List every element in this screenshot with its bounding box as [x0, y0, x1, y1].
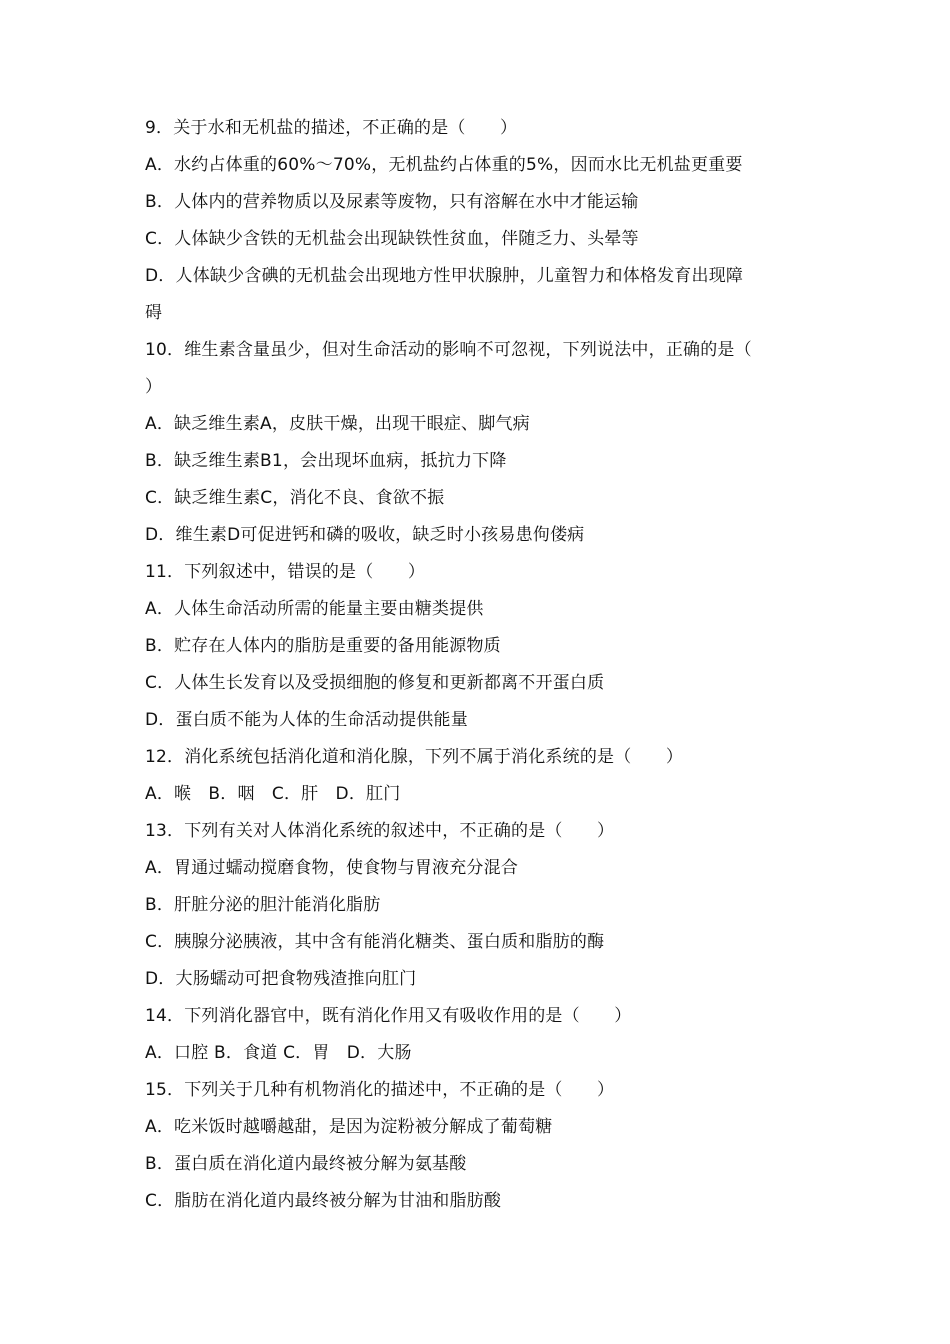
q14-stem: 14．下列消化器官中，既有消化作用又有吸收作用的是（ ）: [145, 1006, 632, 1026]
q10-option-c: C．缺乏维生素C，消化不良、食欲不振: [145, 488, 445, 508]
q9-option-d: D．人体缺少含碘的无机盐会出现地方性甲状腺肿，儿童智力和体格发育出现障: [145, 266, 744, 286]
q15-option-b: B．蛋白质在消化道内最终被分解为氨基酸: [145, 1154, 467, 1174]
q11-option-b: B．贮存在人体内的脂肪是重要的备用能源物质: [145, 636, 501, 656]
q12-options: A．喉 B．咽 C．肝 D．肛门: [145, 784, 401, 804]
q10-stem: 10．维生素含量虽少，但对生命活动的影响不可忽视，下列说法中，正确的是（: [145, 340, 752, 360]
q13-stem: 13．下列有关对人体消化系统的叙述中，不正确的是（ ）: [145, 821, 615, 841]
q13-option-b: B．肝脏分泌的胆汁能消化脂肪: [145, 895, 381, 915]
q13-option-d: D．大肠蠕动可把食物残渣推向肛门: [145, 969, 417, 989]
q9-option-a: A．水约占体重的60%～70%，无机盐约占体重的5%，因而水比无机盐更重要: [145, 155, 743, 175]
q14-options: A．口腔 B．食道 C．胃 D．大肠: [145, 1043, 412, 1063]
q11-option-c: C．人体生长发育以及受损细胞的修复和更新都离不开蛋白质: [145, 673, 605, 693]
q10-option-d: D．维生素D可促进钙和磷的吸收，缺乏时小孩易患佝偻病: [145, 525, 585, 545]
question-text-block: [145, 110, 815, 1220]
q10-stem-continued: ）: [145, 377, 163, 397]
q10-option-a: A．缺乏维生素A，皮肤干燥，出现干眼症、脚气病: [145, 414, 530, 434]
q15-option-c: C．脂肪在消化道内最终被分解为甘油和脂肪酸: [145, 1191, 502, 1211]
q10-option-b: B．缺乏维生素B1，会出现坏血病，抵抗力下降: [145, 451, 507, 471]
q15-stem: 15．下列关于几种有机物消化的描述中，不正确的是（ ）: [145, 1080, 615, 1100]
q9-option-c: C．人体缺少含铁的无机盐会出现缺铁性贫血，伴随乏力、头晕等: [145, 229, 639, 249]
q9-stem: 9．关于水和无机盐的描述，不正确的是（ ）: [145, 118, 518, 138]
q11-option-a: A．人体生命活动所需的能量主要由糖类提供: [145, 599, 484, 619]
q9-option-b: B．人体内的营养物质以及尿素等废物，只有溶解在水中才能运输: [145, 192, 639, 212]
q11-option-d: D．蛋白质不能为人体的生命活动提供能量: [145, 710, 468, 730]
q11-stem: 11．下列叙述中，错误的是（ ）: [145, 562, 426, 582]
q15-option-a: A．吃米饭时越嚼越甜，是因为淀粉被分解成了葡萄糖: [145, 1117, 553, 1137]
q13-option-c: C．胰腺分泌胰液，其中含有能消化糖类、蛋白质和脂肪的酶: [145, 932, 605, 952]
q12-stem: 12．消化系统包括消化道和消化腺，下列不属于消化系统的是（ ）: [145, 747, 684, 767]
q9-option-d-continued: 碍: [145, 303, 163, 323]
q13-option-a: A．胃通过蠕动搅磨食物，使食物与胃液充分混合: [145, 858, 519, 878]
